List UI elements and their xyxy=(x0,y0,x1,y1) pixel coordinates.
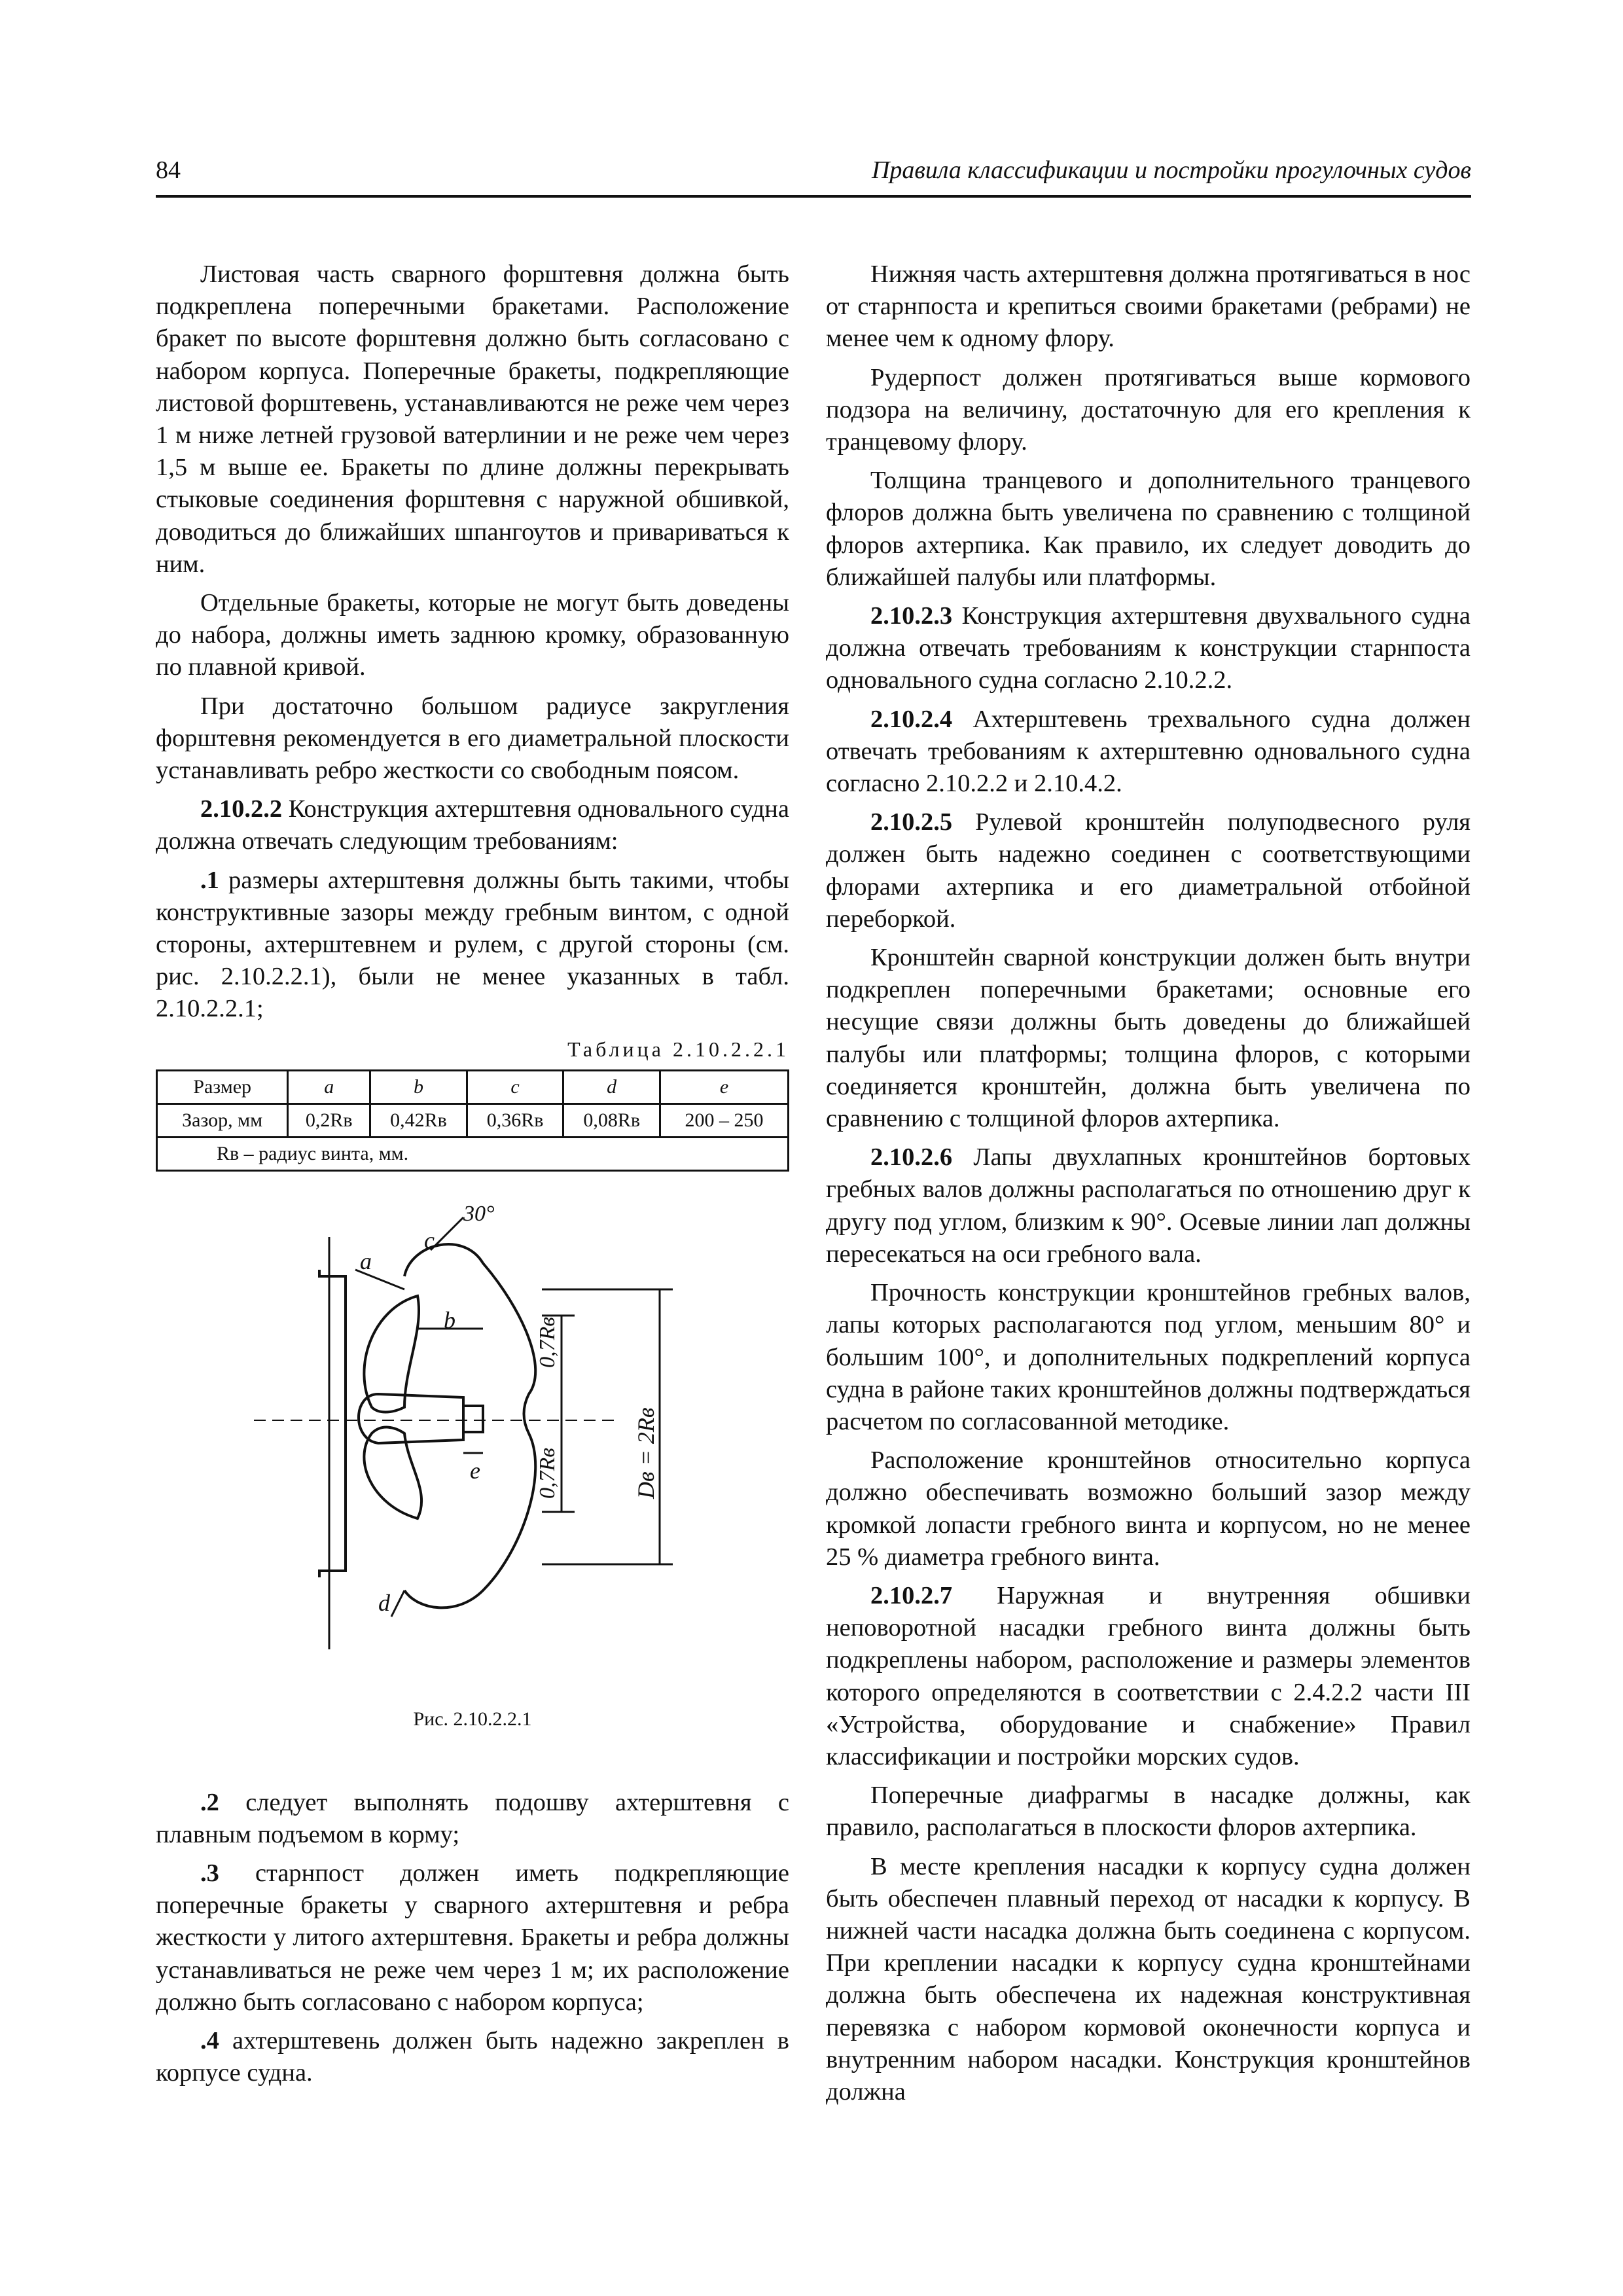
paragraph-text: Конструкция ахтерштевня одновального судна должна отвечать следующим требованиям: xyxy=(156,795,789,855)
paragraph: При достаточно большом радиусе закругления форштевня рекомендуется в его диаметральной плоскости устанавливать ребро жесткости со свободным поясом. xyxy=(156,692,789,785)
figure-label-07r-upper: 0,7Rв xyxy=(535,1316,560,1368)
paragraph-text: Рулевой кронштейн полуподвесного руля должен быть надежно соединен с соответствующими флорами ахтерпика и его диаметральной отбойной переборкой. xyxy=(826,808,1471,933)
paragraph: Расположение кронштейнов относительно корпуса должно обеспечивать возможно больший зазор между кромкой лопасти гребного винта и корпусом, но не менее 25 % диаметра гребного винта. xyxy=(826,1446,1471,1571)
clause-number: 2.10.2.2 xyxy=(200,795,283,823)
table-cell: 0,2Rв xyxy=(288,1103,370,1137)
paragraph-text: следует выполнять подошву ахтерштевня с плавным подъемом в корму; xyxy=(156,1788,789,1848)
paragraph xyxy=(826,1141,1471,1270)
table-cell: 0,36Rв xyxy=(467,1103,563,1137)
table-header-cell: c xyxy=(467,1070,563,1103)
running-title: Правила классификации и постройки прогулочных судов xyxy=(871,156,1471,184)
paragraph-text: старнпост должен иметь подкрепляющие поперечные бракеты у сварного ахтерштевня и ребра жесткости у литого ахтерштевня. Бракеты и ребра должны устанавливаться не реже чем через 1 м; их расположение должно быть согласовано с набором корпуса; xyxy=(156,1859,789,2016)
figure-label-a: a xyxy=(360,1247,372,1274)
table-caption: Таблица 2.10.2.2.1 xyxy=(567,1037,789,1061)
paragraph-text: Ахтерштевень трехвального судна должен отвечать требованиям к ахтерштевню одновального судна согласно 2.10.2.2 и 2.10.4.2. xyxy=(826,705,1471,798)
table-cell: 0,08Rв xyxy=(563,1103,660,1137)
table-header-cell: d xyxy=(563,1070,660,1103)
paragraph: Нижняя часть ахтерштевня должна протягиваться в нос от старнпоста и крепиться своими бракетами (ребрами) не менее чем к одному флору. xyxy=(826,260,1471,353)
table-cell: Зазор, мм xyxy=(157,1103,288,1137)
paragraph: Листовая часть сварного форштевня должна быть подкреплена поперечными бракетами. Расположение бракет по высоте форштевня должно быть согласовано с набором корпуса. Поперечные бракеты, подкрепляющие листовой форштевень, устанавливаются не реже чем через 1 м ниже летней грузовой ватерлинии и не реже чем через 1,5 м выше ее. Бракеты по длине должны перекрывать стыковые соединения форштевня с наружной обшивкой, доводиться до ближайших шпангоутов и привариваться к ним. xyxy=(156,260,789,578)
sternpost-outline xyxy=(319,1270,346,1577)
clause-number: 2.10.2.4 xyxy=(870,705,953,733)
page-number: 84 xyxy=(156,156,181,184)
paragraph xyxy=(826,600,1471,697)
paragraph-text: Наружная и внутренняя обшивки неповоротной насадки гребного винта должны быть подкреплены набором, расположение и размеры элементов которого определяются в соответствии с 2.4.2.2 части III «Устройства, оборудование и снабжение» Правил классификации и постройки морских судов. xyxy=(826,1581,1471,1770)
clause-number: 2.10.2.7 xyxy=(870,1581,953,1609)
item-number: .2 xyxy=(200,1788,219,1816)
figure-propeller-clearances xyxy=(156,1198,789,1761)
table-cell: 0,42Rв xyxy=(370,1103,467,1137)
paragraph-text: размеры ахтерштевня должны быть такими, чтобы конструктивные зазоры между гребным винтом, с одной стороны, ахтерштевнем и рулем, с другой стороны (см. рис. 2.10.2.2.1), были не менее указанных в табл. 2.10.2.2.1; xyxy=(156,866,789,1023)
table-row xyxy=(157,1103,789,1137)
table-header-cell: b xyxy=(370,1070,467,1103)
paragraph-text: ахтерштевень должен быть надежно закреплен в корпусе судна. xyxy=(156,2027,789,2087)
clearance-d-leader xyxy=(391,1590,404,1617)
table-note: Rв – радиус винта, мм. xyxy=(157,1137,789,1170)
table-cell: 200 – 250 xyxy=(660,1103,788,1137)
clause-number: 2.10.2.5 xyxy=(870,808,953,836)
paragraph xyxy=(156,793,789,857)
shaft-stub xyxy=(463,1406,483,1432)
paragraph xyxy=(826,1580,1471,1773)
figure-label-d: d xyxy=(378,1589,390,1616)
figure-label-c: c xyxy=(424,1227,435,1253)
figure-caption: Рис. 2.10.2.2.1 xyxy=(413,1708,532,1730)
paragraph: Рудерпост должен протягиваться выше кормового подзора на величину, достаточную для его крепления к транцевому флору. xyxy=(826,363,1471,456)
clearance-table xyxy=(156,1069,789,1172)
paragraph xyxy=(156,1787,789,1851)
clause-number: 2.10.2.6 xyxy=(870,1143,953,1172)
figure-label-07r-lower: 0,7Rв xyxy=(535,1447,560,1499)
table-header-cell: Размер xyxy=(157,1070,288,1103)
paragraph-text: Конструкция ахтерштевня двухвального судна должна отвечать требованиям к конструкции старнпоста одновального судна согласно 2.10.2.2. xyxy=(826,602,1471,694)
propeller-hub xyxy=(359,1394,463,1443)
paragraph: В месте крепления насадки к корпусу судна должен быть обеспечен плавный переход от насадки к корпусу. В нижней части насадка должна быть соединена с корпусом. При креплении насадки к корпусу судна кронштейнами должна быть обеспечена их надежная конструктивная перевязка с набором кормовой оконечности корпуса и внутренним набором насадки. Конструкция кронштейнов должна xyxy=(826,1852,1471,2106)
paragraph xyxy=(826,704,1471,800)
right-column xyxy=(826,259,1471,2115)
paragraph: Кронштейн сварной конструкции должен быть внутри подкреплен поперечными бракетами; основные его несущие связи должны быть доведены до ближайшей палубы или платформы; толщина флоров, с которыми соединяется кронштейн, должна быть увеличена по сравнению с толщиной флоров ахтерпика. xyxy=(826,944,1471,1133)
figure-label-b: b xyxy=(444,1306,455,1333)
paragraph xyxy=(156,865,789,1026)
paragraph: Толщина транцевого и дополнительного транцевого флоров должна быть увеличена по сравнению с толщиной флоров ахтерпика. Как правило, их следует доводить до ближайшей палубы или платформы. xyxy=(826,467,1471,591)
rudder-outline xyxy=(404,1244,535,1607)
paragraph xyxy=(156,2025,789,2089)
paragraph: Поперечные диафрагмы в насадке должны, как правило, располагаться в плоскости флоров ахтерпика. xyxy=(826,1782,1471,1842)
figure-label-diameter: Dв = 2Rв xyxy=(633,1407,659,1499)
paragraph: Отдельные бракеты, которые не могут быть доведены до набора, должны иметь заднюю кромку, образованную по плавной кривой. xyxy=(156,589,789,681)
propeller-clearance-drawing xyxy=(156,1198,789,1695)
paragraph xyxy=(156,1857,789,2018)
figure-label-angle: 30° xyxy=(463,1201,495,1226)
paragraph-text: Лапы двухлапных кронштейнов бортовых гребных валов должны располагаться по отношению друг к другу под углом, близким к 90°. Осевые линии лап должны пересекаться на оси гребного вала. xyxy=(826,1143,1471,1268)
item-number: .4 xyxy=(200,2027,219,2055)
item-number: .3 xyxy=(200,1859,219,1888)
clause-number: 2.10.2.3 xyxy=(870,602,953,630)
paragraph: Прочность конструкции кронштейнов гребных валов, лапы которых располагаются под углом, меньшим 80° и большим 100°, и дополнительных подкреплений корпуса судна в районе таких кронштейнов должны подтверждаться расчетом по согласованной методике. xyxy=(826,1279,1471,1435)
table-note-row xyxy=(157,1137,789,1170)
table-header-row xyxy=(157,1070,789,1103)
item-number: .1 xyxy=(200,866,219,894)
table-header-cell: a xyxy=(288,1070,370,1103)
page-header xyxy=(156,156,1471,198)
left-column xyxy=(156,259,789,2096)
figure-label-e: e xyxy=(470,1457,480,1484)
table-header-cell: e xyxy=(660,1070,788,1103)
paragraph xyxy=(826,806,1471,935)
